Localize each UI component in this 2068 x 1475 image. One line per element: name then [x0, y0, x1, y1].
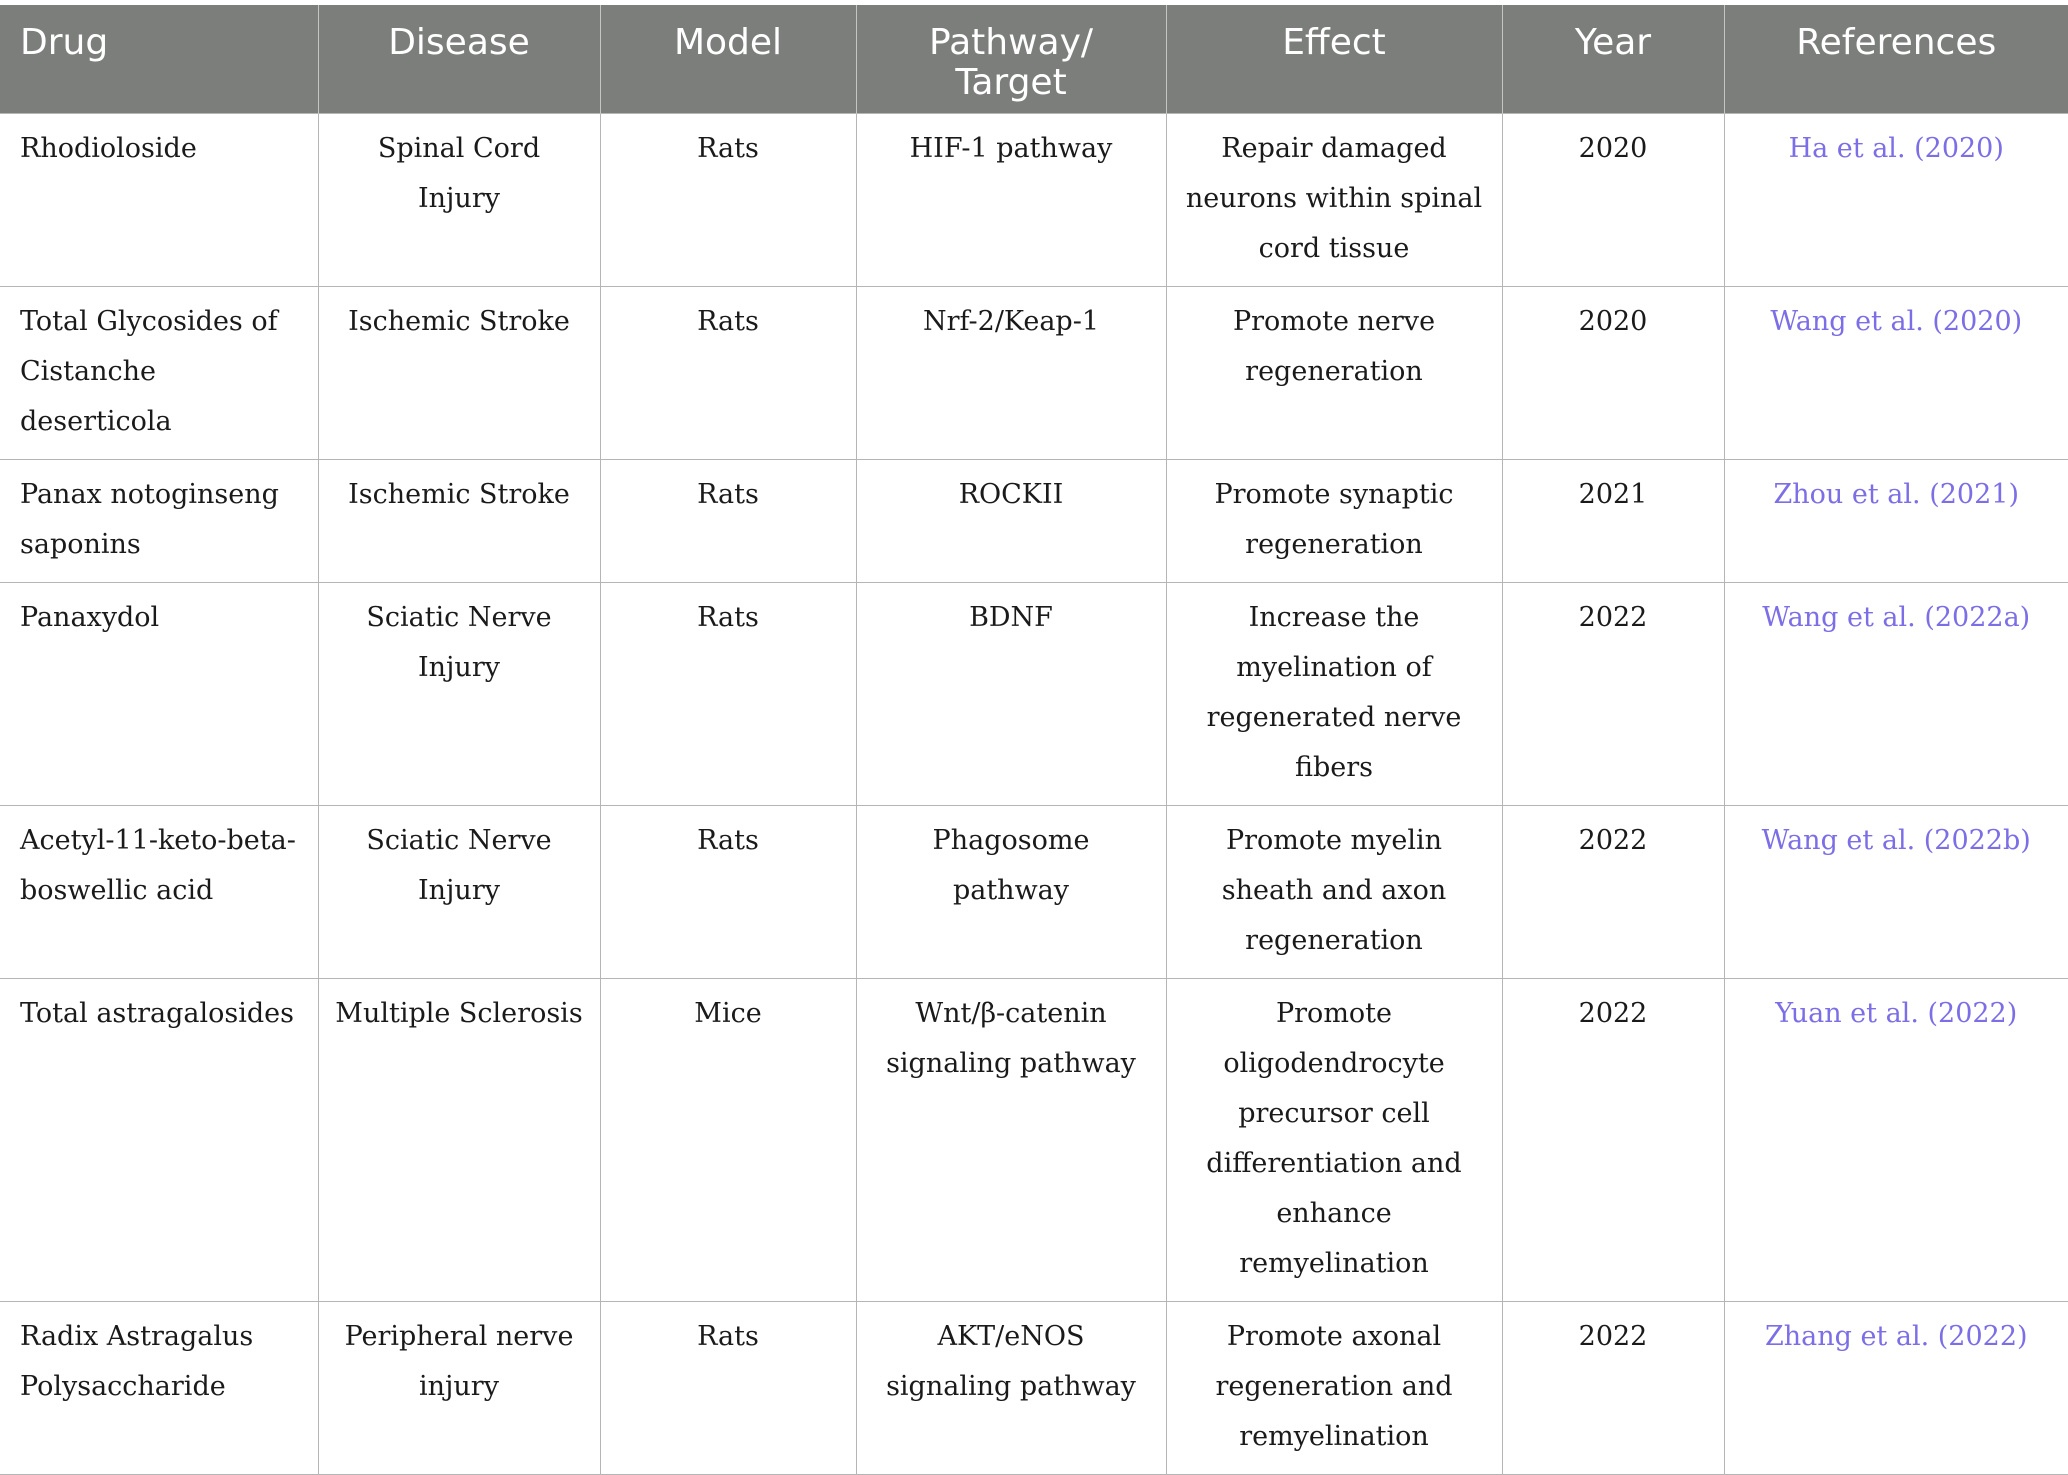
cell-model: Rats [600, 582, 856, 805]
cell-disease: Peripheral nerve injury [318, 1301, 600, 1474]
cell-reference [1724, 805, 2068, 978]
header-disease: Disease [318, 5, 600, 113]
cell-pathway: HIF-1 pathway [856, 113, 1166, 286]
cell-disease: Ischemic Stroke [318, 286, 600, 459]
drug-table [0, 5, 2068, 1475]
cell-year: 2022 [1502, 978, 1724, 1301]
table-row [0, 978, 2068, 1301]
cell-year: 2022 [1502, 582, 1724, 805]
table-row [0, 286, 2068, 459]
header-pathway: Pathway/ Target [856, 5, 1166, 113]
reference-link[interactable]: Ha et al. (2020) [1788, 132, 2004, 164]
table-row [0, 113, 2068, 286]
cell-disease: Spinal Cord Injury [318, 113, 600, 286]
reference-link[interactable]: Zhang et al. (2022) [1764, 1320, 2028, 1352]
header-effect: Effect [1166, 5, 1502, 113]
table-row [0, 805, 2068, 978]
cell-disease: Ischemic Stroke [318, 459, 600, 582]
cell-pathway: Nrf-2/Keap-1 [856, 286, 1166, 459]
cell-reference [1724, 286, 2068, 459]
cell-model: Rats [600, 805, 856, 978]
cell-year: 2021 [1502, 459, 1724, 582]
cell-reference [1724, 113, 2068, 286]
cell-model: Rats [600, 113, 856, 286]
reference-link[interactable]: Zhou et al. (2021) [1773, 478, 2019, 510]
cell-disease: Sciatic Nerve Injury [318, 582, 600, 805]
cell-disease: Sciatic Nerve Injury [318, 805, 600, 978]
cell-effect: Promote axonal regeneration and remyelination [1166, 1301, 1502, 1474]
cell-drug: Panax notoginseng saponins [0, 459, 318, 582]
cell-pathway: Phagosome pathway [856, 805, 1166, 978]
cell-reference [1724, 1301, 2068, 1474]
cell-model: Rats [600, 459, 856, 582]
cell-effect: Promote nerve regeneration [1166, 286, 1502, 459]
cell-drug: Radix Astragalus Polysaccharide [0, 1301, 318, 1474]
cell-drug: Rhodioloside [0, 113, 318, 286]
cell-year: 2022 [1502, 805, 1724, 978]
reference-link[interactable]: Wang et al. (2022a) [1762, 601, 2031, 633]
cell-pathway: BDNF [856, 582, 1166, 805]
table-row [0, 582, 2068, 805]
cell-year: 2020 [1502, 286, 1724, 459]
cell-model: Rats [600, 286, 856, 459]
cell-reference [1724, 582, 2068, 805]
cell-year: 2020 [1502, 113, 1724, 286]
cell-drug: Panaxydol [0, 582, 318, 805]
cell-reference [1724, 459, 2068, 582]
reference-link[interactable]: Wang et al. (2022b) [1761, 824, 2031, 856]
cell-model: Mice [600, 978, 856, 1301]
cell-pathway: AKT/eNOS signaling pathway [856, 1301, 1166, 1474]
cell-year: 2022 [1502, 1301, 1724, 1474]
cell-reference [1724, 978, 2068, 1301]
cell-pathway: ROCKII [856, 459, 1166, 582]
cell-disease: Multiple Sclerosis [318, 978, 600, 1301]
header-year: Year [1502, 5, 1724, 113]
cell-effect: Increase the myelination of regenerated nerve fibers [1166, 582, 1502, 805]
cell-drug: Acetyl-11-keto-beta-boswellic acid [0, 805, 318, 978]
cell-drug: Total astragalosides [0, 978, 318, 1301]
cell-effect: Repair damaged neurons within spinal cord tissue [1166, 113, 1502, 286]
reference-link[interactable]: Wang et al. (2020) [1770, 305, 2023, 337]
cell-model: Rats [600, 1301, 856, 1474]
cell-pathway: Wnt/β-catenin signaling pathway [856, 978, 1166, 1301]
cell-effect: Promote oligodendrocyte precursor cell differentiation and enhance remyelination [1166, 978, 1502, 1301]
reference-link[interactable]: Yuan et al. (2022) [1775, 997, 2018, 1029]
header-model: Model [600, 5, 856, 113]
cell-drug: Total Glycosides of Cistanche deserticola [0, 286, 318, 459]
header-references: References [1724, 5, 2068, 113]
header-drug: Drug [0, 5, 318, 113]
table-row [0, 1301, 2068, 1474]
cell-effect: Promote synaptic regeneration [1166, 459, 1502, 582]
cell-effect: Promote myelin sheath and axon regeneration [1166, 805, 1502, 978]
header-row [0, 5, 2068, 113]
table-row [0, 459, 2068, 582]
